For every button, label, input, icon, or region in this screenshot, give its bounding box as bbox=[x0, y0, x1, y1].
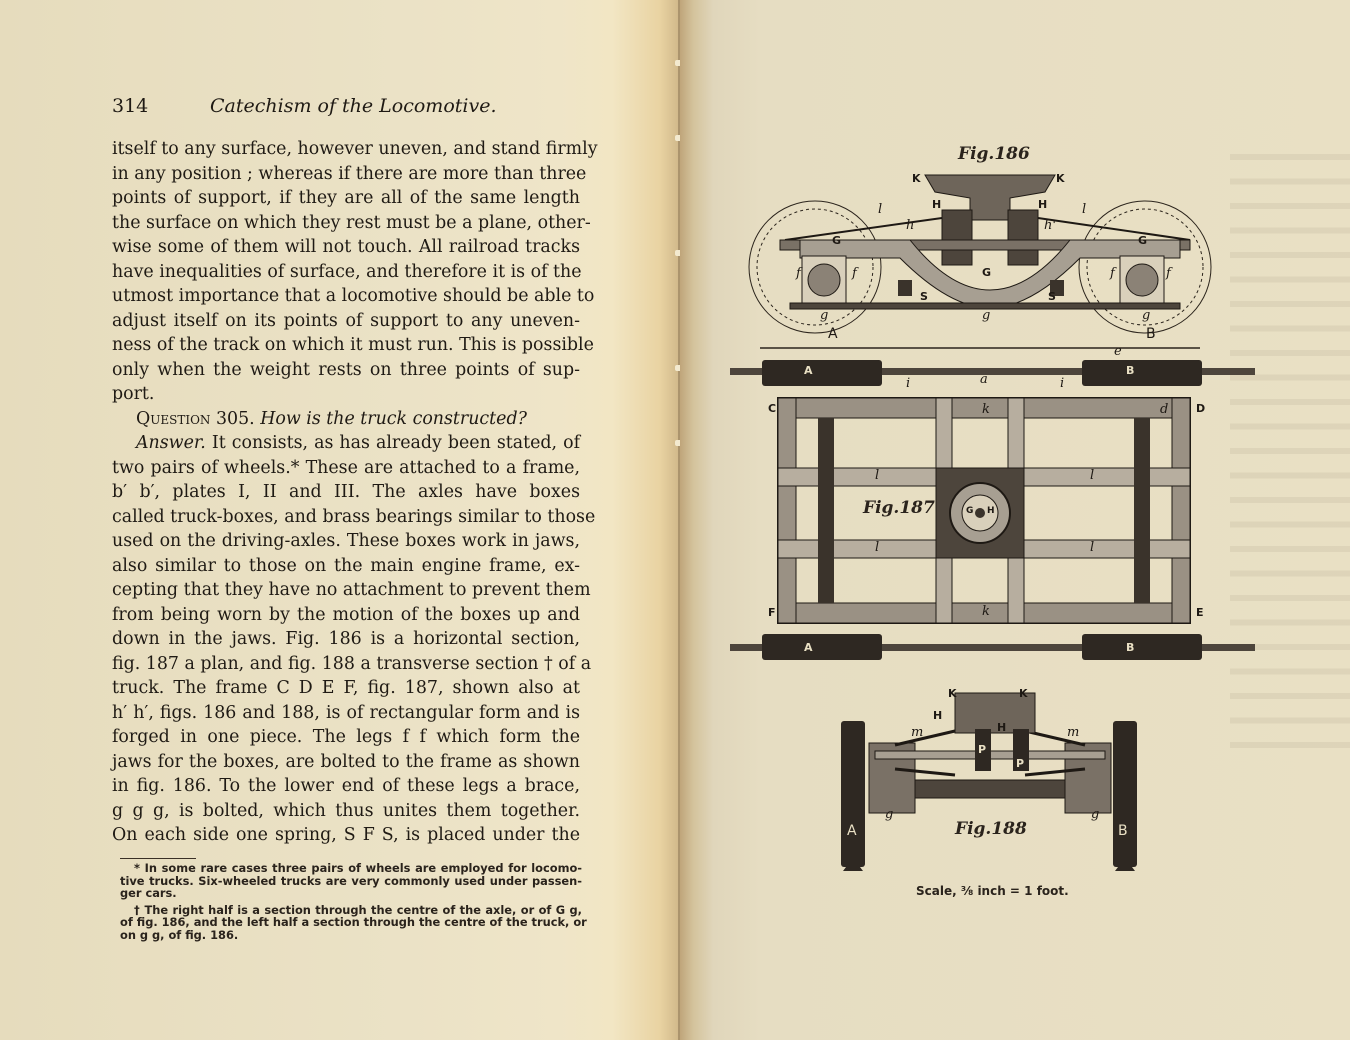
figure-label: H bbox=[933, 709, 943, 722]
figure-label: m bbox=[1067, 725, 1080, 740]
figure-label: C bbox=[768, 402, 777, 415]
page-number: 314 bbox=[112, 95, 149, 117]
figure-label: g bbox=[820, 308, 829, 323]
footnote-line: * In some rare cases three pairs of wheels are employed for locomo- bbox=[134, 861, 582, 875]
text-line: only when the weight rests on three points of sup- bbox=[112, 359, 580, 380]
figure-label: g bbox=[1142, 308, 1151, 323]
text-line: called truck-boxes, and brass bearings similar to those bbox=[112, 506, 596, 527]
figure-label: A bbox=[804, 364, 813, 377]
text-line: down in the jaws. Fig. 186 is a horizontal section, bbox=[112, 629, 580, 649]
text-line: adjust itself on its points of support to any uneven- bbox=[112, 310, 580, 331]
body-text bbox=[112, 137, 598, 848]
figure-label: K bbox=[1019, 687, 1028, 700]
figure-caption: Fig.186 bbox=[958, 144, 1030, 164]
figure-label: K bbox=[912, 172, 921, 185]
figure-188 bbox=[835, 685, 1145, 875]
figure-label: K bbox=[1056, 172, 1065, 185]
running-title: Catechism of the Locomotive. bbox=[210, 95, 497, 117]
figure-label: F bbox=[768, 606, 776, 619]
figure-label: G bbox=[832, 234, 842, 247]
figure-caption: Fig.187 bbox=[863, 498, 935, 518]
figure-label: k bbox=[982, 604, 990, 619]
figure-label: l bbox=[1090, 540, 1095, 555]
text-line: b′ b′, plates I, II and III. The axles have boxes bbox=[112, 482, 580, 502]
truck-side-section-drawing bbox=[720, 140, 1240, 360]
figure-label: g bbox=[1091, 807, 1100, 822]
running-head bbox=[112, 95, 582, 121]
text-line: also similar to those on the main engine frame, ex- bbox=[112, 555, 580, 576]
footnote-line: on g g, of fig. 186. bbox=[120, 927, 239, 942]
figure-label: l bbox=[1082, 202, 1087, 217]
text-line: h′ h′, figs. 186 and 188, is of rectangular form and is bbox=[112, 702, 580, 723]
figure-label: H bbox=[932, 198, 942, 211]
question-text: How is the truck constructed? bbox=[260, 408, 527, 429]
figure-label: f bbox=[796, 266, 801, 281]
text-line: in any position ; whereas if there are more than three bbox=[112, 163, 587, 184]
figure-label: H bbox=[997, 721, 1007, 734]
figure-187 bbox=[730, 358, 1260, 663]
text-line: itself to any surface, however uneven, and stand firmly bbox=[112, 139, 598, 159]
figure-label: g bbox=[982, 308, 991, 323]
question-label: Question 305. bbox=[136, 408, 255, 429]
question-line bbox=[112, 407, 580, 432]
figure-label: A bbox=[804, 641, 813, 654]
text-line: ness of the track on which it must run. This is possible bbox=[112, 335, 594, 355]
figure-label: H bbox=[1038, 198, 1048, 211]
figure-label: S bbox=[1048, 290, 1056, 303]
text-line: from being worn by the motion of the boxes up and bbox=[112, 604, 580, 625]
figure-label: B bbox=[1146, 326, 1156, 342]
figure-label: i bbox=[1060, 376, 1065, 391]
text-line: have inequalities of surface, and therefore it is of the bbox=[112, 261, 582, 282]
text-line: wise some of them will not touch. All railroad tracks bbox=[112, 237, 580, 257]
figure-186 bbox=[720, 140, 1240, 360]
figure-label: S bbox=[920, 290, 928, 303]
figure-label: f bbox=[852, 266, 857, 281]
text-line: two pairs of wheels.* These are attached to a frame, bbox=[112, 457, 580, 478]
figure-label: P bbox=[978, 743, 987, 756]
text-line: utmost importance that a locomotive should be able to bbox=[112, 286, 595, 306]
figure-label: l bbox=[878, 202, 883, 217]
figure-label: B bbox=[1126, 641, 1135, 654]
figure-label: D bbox=[1196, 402, 1206, 415]
truck-transverse-section-drawing bbox=[835, 685, 1145, 875]
footnote-line: of fig. 186, and the left half a section through the centre of the truck, or bbox=[120, 915, 587, 930]
text-line: fig. 187 a plan, and fig. 188 a transverse section † of a bbox=[112, 653, 592, 674]
footnote-line: tive trucks. Six-wheeled trucks are very commonly used under passen- bbox=[120, 873, 582, 888]
figure-label: K bbox=[948, 687, 957, 700]
figure-caption: Fig.188 bbox=[955, 819, 1027, 839]
figure-label: m bbox=[911, 725, 924, 740]
figure-label: l bbox=[1090, 468, 1095, 483]
text-line: cepting that they have no attachment to prevent them bbox=[112, 580, 591, 600]
figure-label: h' bbox=[1044, 218, 1056, 233]
figure-label: G bbox=[1138, 234, 1148, 247]
text-line: g g g, is bolted, which thus unites them together. bbox=[112, 800, 580, 821]
figure-label: k bbox=[982, 402, 990, 417]
figure-label: B bbox=[1126, 364, 1135, 377]
text-line: On each side one spring, S F S, is placed under the bbox=[112, 825, 580, 845]
figure-label: f bbox=[1110, 266, 1115, 281]
footnote-line: † The right half is a section through the centre of the axle, or of G g, bbox=[134, 902, 582, 917]
figure-label: h bbox=[906, 218, 915, 233]
figure-label: P bbox=[1016, 757, 1025, 770]
figure-label: A bbox=[847, 823, 857, 839]
figure-label: A bbox=[828, 326, 838, 342]
text-line: port. bbox=[112, 384, 155, 404]
figure-label: B bbox=[1118, 823, 1128, 839]
figure-label: d bbox=[1160, 402, 1169, 417]
figure-label: f bbox=[1166, 266, 1171, 281]
figure-label: a bbox=[980, 372, 988, 387]
text-line: truck. The frame C D E F, fig. 187, shown also at bbox=[112, 678, 580, 698]
footnotes bbox=[120, 861, 587, 942]
footnote-divider bbox=[120, 858, 196, 859]
text-line: jaws for the boxes, are bolted to the frame as shown bbox=[112, 751, 580, 772]
answer-first-line bbox=[112, 431, 580, 456]
footnote-line: ger cars. bbox=[120, 886, 177, 901]
figure-label: G bbox=[966, 506, 974, 516]
text-line: the surface on which they rest must be a plane, other- bbox=[112, 212, 591, 233]
figure-label: l bbox=[875, 540, 880, 555]
figure-label: G bbox=[982, 266, 992, 279]
figure-label: g bbox=[885, 807, 894, 822]
text-line: used on the driving-axles. These boxes work in jaws, bbox=[112, 531, 580, 551]
figure-label: H bbox=[987, 506, 995, 516]
scale-note: Scale, ⅜ inch = 1 foot. bbox=[916, 884, 1069, 898]
text-line: points of support, if they are all of the same length bbox=[112, 188, 580, 208]
figure-label: l bbox=[875, 468, 880, 483]
figure-label: e bbox=[1114, 344, 1122, 359]
figure-label: E bbox=[1196, 606, 1204, 619]
answer-label: Answer. bbox=[136, 433, 206, 453]
truck-plan-drawing bbox=[730, 358, 1260, 663]
answer-text: It consists, as has already been stated, of bbox=[211, 433, 581, 453]
figure-label: i bbox=[906, 376, 911, 391]
text-line: forged in one piece. The legs f f which form the bbox=[112, 727, 580, 747]
text-line: in fig. 186. To the lower end of these legs a brace, bbox=[112, 776, 580, 796]
